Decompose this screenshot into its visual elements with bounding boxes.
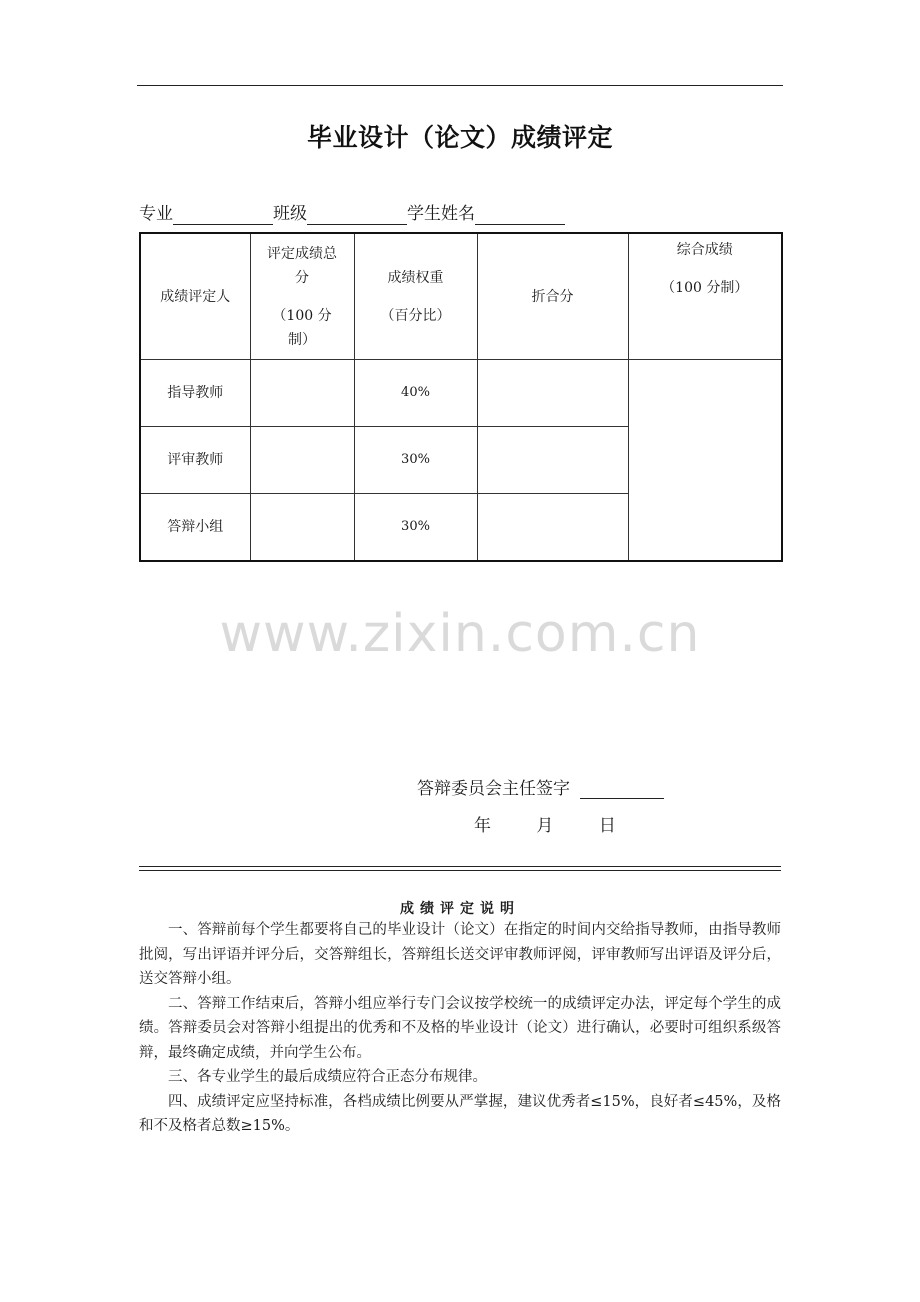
watermark: www.zixin.com.cn bbox=[219, 604, 701, 664]
notes-title: 成绩评定说明 bbox=[400, 901, 520, 917]
date-line bbox=[474, 811, 616, 836]
student-name-label: 学生姓名 bbox=[407, 204, 475, 224]
row-evaluator: 评审教师 bbox=[140, 427, 250, 494]
header-weight bbox=[354, 233, 477, 360]
notes-paragraph: 二、答辩工作结束后，答辩小组应举行专门会议按学校统一的成绩评定办法，评定每个学生的成绩。答辩委员会对答辩小组提出的优秀和不及格的毕业设计（论文）进行确认，必要时可组织系级答辩，最终确定成绩，并向学生公布。 bbox=[139, 995, 781, 1061]
class-label: 班级 bbox=[273, 204, 307, 224]
header-evaluator: 成绩评定人 bbox=[140, 233, 250, 360]
header-weight-line2: （百分比） bbox=[380, 307, 451, 324]
notes-paragraph: 三、各专业学生的最后成绩应符合正态分布规律。 bbox=[168, 1069, 487, 1085]
header-total-score bbox=[250, 233, 354, 360]
header-total-score-line4: 制） bbox=[288, 331, 316, 348]
row-weight: 30% bbox=[354, 494, 477, 562]
row-evaluator: 答辩小组 bbox=[140, 494, 250, 562]
overall-score-cell[interactable] bbox=[628, 360, 782, 562]
page-title: 毕业设计（论文）成绩评定 bbox=[306, 123, 613, 152]
row-weight: 40% bbox=[354, 360, 477, 427]
notes-body bbox=[139, 918, 781, 1139]
row-converted-cell[interactable] bbox=[477, 427, 628, 494]
header-total-score-line1: 评定成绩总 bbox=[267, 245, 337, 262]
header-overall-line1: 综合成绩 bbox=[676, 242, 733, 258]
table-row bbox=[140, 360, 782, 427]
grade-table-header-row bbox=[140, 233, 782, 360]
row-total-score-cell[interactable] bbox=[250, 360, 354, 427]
student-info-line bbox=[139, 203, 565, 225]
major-label: 专业 bbox=[139, 204, 173, 224]
header-overall-line2: （100 分制） bbox=[661, 280, 749, 296]
section-divider bbox=[139, 866, 781, 871]
row-total-score-cell[interactable] bbox=[250, 494, 354, 562]
row-converted-cell[interactable] bbox=[477, 494, 628, 562]
notes-paragraph: 一、答辩前每个学生都要将自己的毕业设计（论文）在指定的时间内交给指导教师，由指导教师批阅，写出评语并评分后，交答辩组长，答辩组长送交评审教师评阅，评审教师写出评语及评分后，送交答辩小组。 bbox=[139, 922, 781, 987]
row-total-score-cell[interactable] bbox=[250, 427, 354, 494]
major-field[interactable] bbox=[173, 206, 273, 225]
signature-line bbox=[417, 774, 664, 799]
class-field[interactable] bbox=[307, 206, 407, 225]
date-day: 日 bbox=[598, 816, 616, 836]
header-overall bbox=[628, 233, 782, 360]
student-name-field[interactable] bbox=[475, 206, 565, 225]
top-rule bbox=[137, 85, 783, 86]
row-converted-cell[interactable] bbox=[477, 360, 628, 427]
signature-label: 答辩委员会主任签字 bbox=[417, 779, 570, 799]
header-total-score-line2: 分 bbox=[295, 269, 309, 286]
notes-paragraph: 四、成绩评定应坚持标准，各档成绩比例要从严掌握，建议优秀者≤15%，良好者≤45%，及格和不及格者总数≥15%。 bbox=[139, 1093, 781, 1134]
row-evaluator: 指导教师 bbox=[140, 360, 250, 427]
header-weight-line1: 成绩权重 bbox=[387, 269, 444, 286]
grade-table bbox=[139, 232, 783, 562]
row-weight: 30% bbox=[354, 427, 477, 494]
header-total-score-line3: （100 分 bbox=[272, 307, 332, 324]
header-converted: 折合分 bbox=[477, 233, 628, 360]
signature-field[interactable] bbox=[580, 780, 664, 799]
date-year: 年 bbox=[474, 816, 491, 836]
date-month: 月 bbox=[536, 816, 554, 836]
